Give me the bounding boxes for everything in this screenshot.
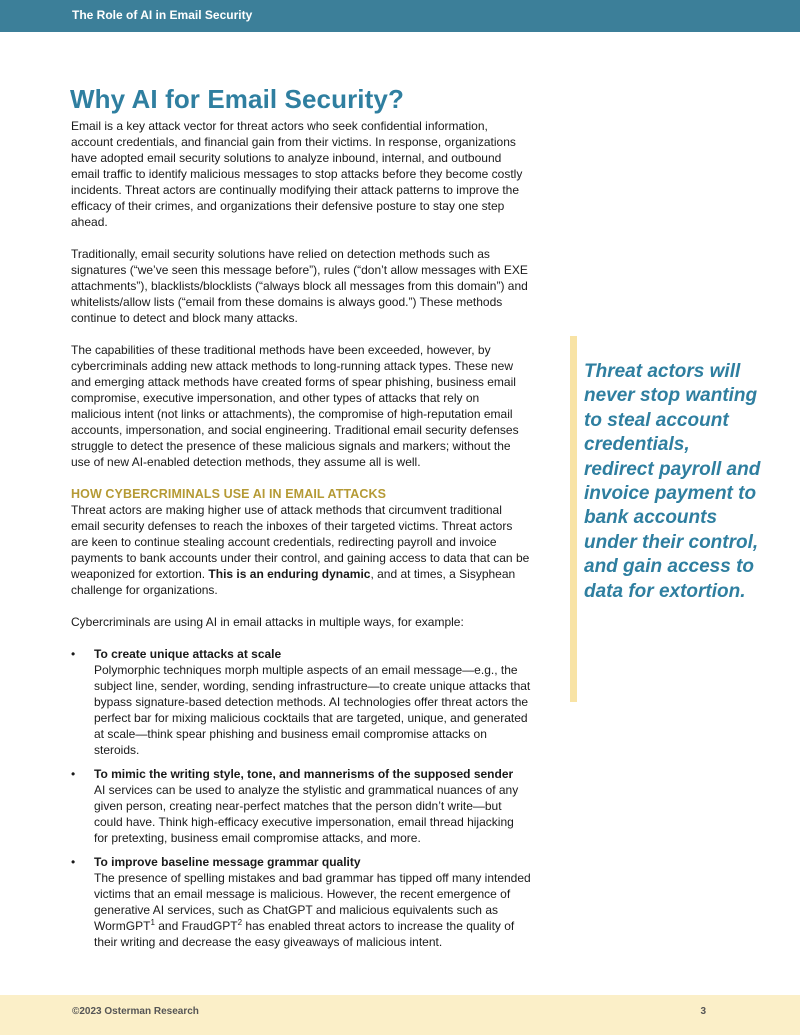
main-column	[71, 118, 531, 958]
intro-paragraph-2: Traditionally, email security solutions have relied on detection methods such as signatures (“we’ve seen this message before”), rules (“don’t allow messages with EXE attachments”), blacklists/blocklists (“always block all messages from this domain”) and whitelists/allow lists (“email from these domains is always good.”) These methods continue to detect and block many attacks.	[71, 247, 528, 325]
list-item-text: Polymorphic techniques morph multiple aspects of an email message—e.g., the subject line, sender, wording, sending infrastructure—to create unique attacks that bypass signature-based detection methods. AI technologies offer threat actors the perfect bar for mixing malicious cocktails that are targeted, unique, and generated at scale—think spear phishing and business email compromise attacks on steroids.	[94, 663, 531, 757]
pull-quote-text: Threat actors will never stop wanting to steal account credentials, redirect payroll and invoice payment to bank accounts under their control, and gain access to data for extortion.	[584, 361, 761, 602]
list-item	[71, 766, 531, 846]
pull-quote	[570, 336, 770, 702]
list-item-text-part: The presence of spelling mistakes and bad grammar has tipped off many intended victims that an email message is malicious. However, the recent emergence of generative AI services, such as ChatGPT and malicious equivalents such as WormGPT	[94, 871, 531, 933]
header-bar	[0, 0, 800, 32]
attack-methods-list	[71, 646, 531, 950]
pull-quote-bar	[570, 336, 577, 702]
list-item	[71, 854, 531, 950]
footnote-ref-2[interactable]: 2	[237, 918, 243, 927]
intro-paragraph-1: Email is a key attack vector for threat actors who seek confidential information, account credentials, and financial gain from their victims. In response, organizations have adopted email security solutions to analyze inbound, internal, and outbound email traffic to identify malicious messages to stop attacks before they become costly incidents. Threat actors are continually modifying their attack patterns to improve the efficacy of their crimes, and organizations their defensive posture to stay one step ahead.	[71, 119, 523, 229]
section-paragraph-1	[71, 502, 531, 598]
bullet-icon: •	[71, 767, 76, 781]
section-paragraph-1-start: Threat actors are making higher use of attack methods that circumvent traditional email security defenses to reach the inboxes of their targeted victims. Threat actors are keen to continue stealing account credentials, redirecting payroll and invoice payments to bank accounts under their control, and gaining access to data that can be weaponized for extortion.	[71, 503, 530, 581]
document-title: The Role of AI in Email Security	[72, 8, 253, 22]
section-paragraph-2: Cybercriminals are using AI in email attacks in multiple ways, for example:	[71, 615, 464, 629]
intro-paragraph-3: The capabilities of these traditional methods have been exceeded, however, by cybercriminals adding new attack methods to long-running attack types. These new and emerging attack methods have created forms of spear phishing, business email compromise, executive impersonation, and other types of attacks that rely on malicious intent (not links or attachments), the compromise of high-reputation email accounts, impersonation, and social engineering. Traditional email security defenses struggle to detect the presence of these malicious signals and markers; without the use of new AI-enabled detection methods, they assume all is well.	[71, 343, 519, 469]
list-item-text: AI services can be used to analyze the stylistic and grammatical nuances of any given person, creating near-perfect matches that the person didn’t write—but could have. Think high-efficacy executive impersonation, email thread hijacking for pretexting, business email compromise attacks, and more.	[94, 783, 519, 845]
bullet-icon: •	[71, 647, 76, 661]
list-item-title: To mimic the writing style, tone, and mannerisms of the supposed sender	[94, 767, 514, 781]
section-heading: HOW CYBERCRIMINALS USE AI IN EMAIL ATTACKS	[71, 487, 387, 501]
section-paragraph-1-end: , and at times, a Sisyphean challenge for organizations.	[71, 567, 516, 597]
list-item-title: To create unique attacks at scale	[94, 647, 282, 661]
list-item-title: To improve baseline message grammar quality	[94, 855, 361, 869]
list-item-text-part: has enabled threat actors to increase the quality of their writing and decrease the easy giveaways of malicious intent.	[94, 919, 515, 949]
footer-copyright: ©2023 Osterman Research	[72, 1006, 199, 1017]
footnote-ref-1[interactable]: 1	[150, 918, 155, 927]
bullet-icon: •	[71, 855, 76, 869]
list-item	[71, 646, 531, 758]
section-paragraph-1-bold: This is an enduring dynamic	[208, 567, 371, 581]
page-title: Why AI for Email Security?	[70, 84, 404, 114]
page-number: 3	[700, 1006, 706, 1017]
footer-bar	[0, 995, 800, 1035]
list-item-text-part: and FraudGPT	[154, 919, 238, 933]
list-item-text	[94, 870, 531, 950]
